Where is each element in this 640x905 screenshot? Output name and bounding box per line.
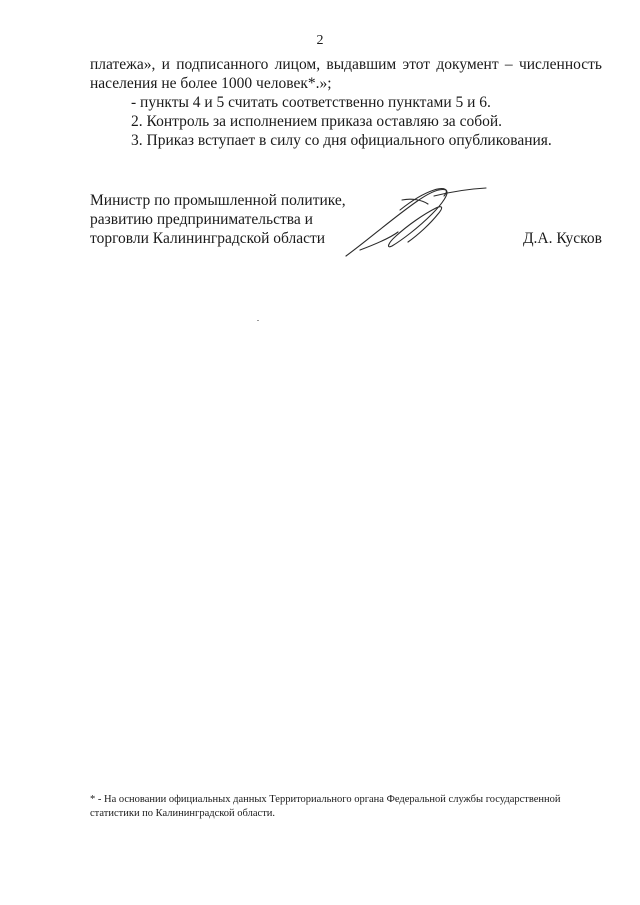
signature-stroke-main xyxy=(346,190,447,257)
list-item-3: 3. Приказ вступает в силу со дня официального опубликования. xyxy=(131,132,552,149)
signer-name: Д.А. Кусков xyxy=(522,230,602,247)
list-item-dash: - пункты 4 и 5 считать соответственно пунктами 5 и 6. xyxy=(131,94,491,111)
list-item-2: 2. Контроль за исполнением приказа оставляю за собой. xyxy=(131,113,503,130)
signatory-title-line-3: торговли Калининградской области xyxy=(90,230,326,247)
handwritten-signature xyxy=(338,180,498,262)
signatory-title-line-2: развитию предпринимательства и xyxy=(90,211,313,228)
footnote-line-1: * - На основании официальных данных Территориального органа Федеральной службы государственной xyxy=(90,794,561,805)
signatory-title xyxy=(90,191,346,248)
footnote xyxy=(90,793,602,821)
footnote-line-2: статистики по Калининградской области. xyxy=(90,808,276,819)
paragraph-line-2: населения не более 1000 человек*.»; xyxy=(90,75,332,92)
scan-speck xyxy=(257,320,259,321)
page-number: 2 xyxy=(316,33,324,48)
signatory-title-line-1: Министр по промышленной политике, xyxy=(90,192,346,209)
paragraph-line-1: платежа», и подписанного лицом, выдавшим этот документ – численность xyxy=(90,56,602,73)
